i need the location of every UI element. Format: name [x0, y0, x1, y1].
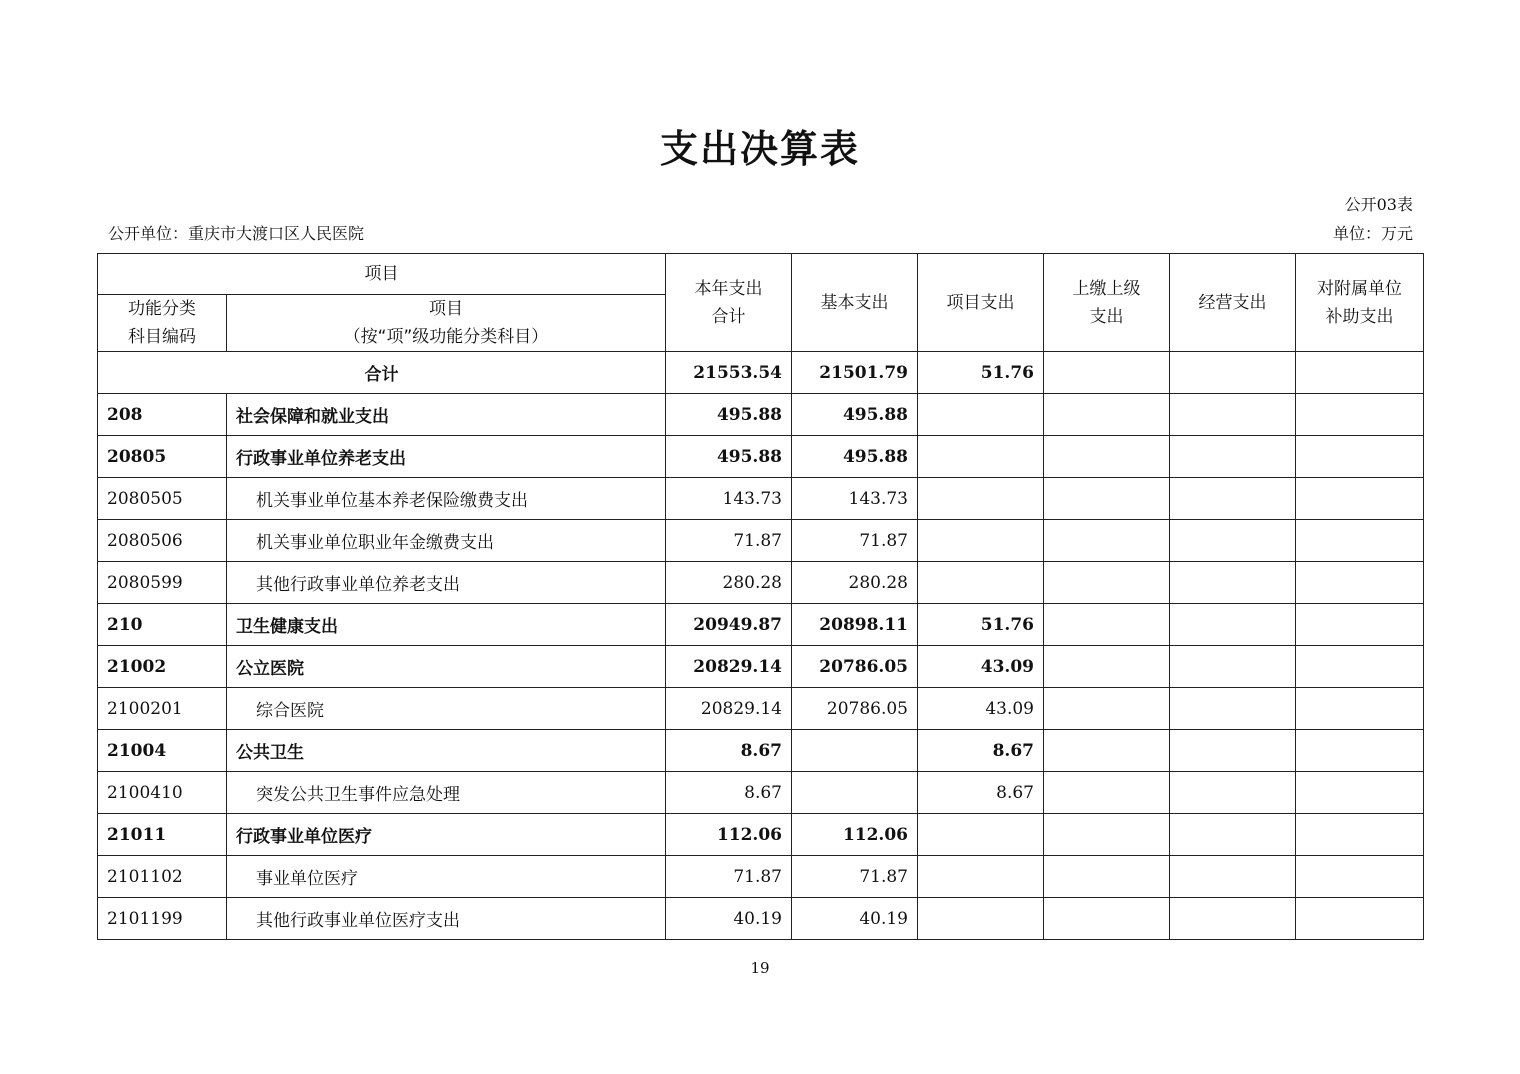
- row-upper: [1044, 856, 1170, 898]
- header-upper: 上缴上级 支出: [1044, 254, 1170, 352]
- total-label: 合计: [98, 352, 666, 394]
- row-subsidy: [1296, 604, 1424, 646]
- table-row: [98, 436, 1424, 478]
- table-row: [98, 772, 1424, 814]
- row-upper: [1044, 814, 1170, 856]
- page-title: 支出决算表: [659, 127, 860, 171]
- row-name: 其他行政事业单位医疗支出: [227, 898, 666, 940]
- row-name: 事业单位医疗: [227, 856, 666, 898]
- row-business: [1170, 646, 1296, 688]
- row-project: [918, 520, 1044, 562]
- row-code: 2100201: [98, 688, 227, 730]
- row-basic: 20786.05: [792, 688, 918, 730]
- expenditure-table: [97, 253, 1424, 940]
- row-code: 20805: [98, 436, 227, 478]
- row-code: 2080599: [98, 562, 227, 604]
- table-row: [98, 520, 1424, 562]
- total-upper: [1044, 352, 1170, 394]
- row-project: [918, 898, 1044, 940]
- header-basic: 基本支出: [792, 254, 918, 352]
- row-code: 2080505: [98, 478, 227, 520]
- table-row: [98, 730, 1424, 772]
- row-subsidy: [1296, 646, 1424, 688]
- row-total: 112.06: [666, 814, 792, 856]
- table-row: [98, 394, 1424, 436]
- row-basic: 71.87: [792, 520, 918, 562]
- total-basic: 21501.79: [792, 352, 918, 394]
- row-name: 突发公共卫生事件应急处理: [227, 772, 666, 814]
- total-business: [1170, 352, 1296, 394]
- row-basic: 71.87: [792, 856, 918, 898]
- row-name: 机关事业单位基本养老保险缴费支出: [227, 478, 666, 520]
- row-subsidy: [1296, 562, 1424, 604]
- row-project: 43.09: [918, 646, 1044, 688]
- row-code: 2100410: [98, 772, 227, 814]
- page-number: 19: [750, 959, 770, 977]
- table-row: [98, 898, 1424, 940]
- form-number: 公开03表: [1344, 195, 1413, 214]
- row-upper: [1044, 394, 1170, 436]
- row-subsidy: [1296, 730, 1424, 772]
- row-project: [918, 562, 1044, 604]
- row-code: 208: [98, 394, 227, 436]
- row-upper: [1044, 562, 1170, 604]
- row-subsidy: [1296, 898, 1424, 940]
- row-upper: [1044, 646, 1170, 688]
- row-upper: [1044, 478, 1170, 520]
- row-basic: 495.88: [792, 394, 918, 436]
- row-name: 行政事业单位养老支出: [227, 436, 666, 478]
- row-business: [1170, 688, 1296, 730]
- row-subsidy: [1296, 520, 1424, 562]
- total-subsidy: [1296, 352, 1424, 394]
- row-subsidy: [1296, 772, 1424, 814]
- row-upper: [1044, 436, 1170, 478]
- row-project: [918, 814, 1044, 856]
- table-row: [98, 478, 1424, 520]
- row-basic: 20898.11: [792, 604, 918, 646]
- row-subsidy: [1296, 478, 1424, 520]
- row-business: [1170, 772, 1296, 814]
- row-business: [1170, 562, 1296, 604]
- row-code: 2080506: [98, 520, 227, 562]
- row-name: 综合医院: [227, 688, 666, 730]
- row-total: 495.88: [666, 436, 792, 478]
- row-business: [1170, 856, 1296, 898]
- row-project: [918, 436, 1044, 478]
- row-business: [1170, 814, 1296, 856]
- row-project: [918, 856, 1044, 898]
- row-name: 卫生健康支出: [227, 604, 666, 646]
- row-basic: [792, 772, 918, 814]
- row-name: 公共卫生: [227, 730, 666, 772]
- row-upper: [1044, 688, 1170, 730]
- row-name: 行政事业单位医疗: [227, 814, 666, 856]
- row-total: 495.88: [666, 394, 792, 436]
- header-code: 功能分类 科目编码: [98, 295, 227, 352]
- row-code: 210: [98, 604, 227, 646]
- row-basic: 143.73: [792, 478, 918, 520]
- row-business: [1170, 478, 1296, 520]
- row-basic: 495.88: [792, 436, 918, 478]
- reporting-unit: 公开单位：重庆市大渡口区人民医院: [108, 224, 365, 243]
- row-basic: [792, 730, 918, 772]
- row-project: 43.09: [918, 688, 1044, 730]
- table-row: [98, 604, 1424, 646]
- row-basic: 112.06: [792, 814, 918, 856]
- row-code: 21002: [98, 646, 227, 688]
- row-total: 20829.14: [666, 646, 792, 688]
- money-unit: 单位：万元: [1332, 224, 1413, 243]
- row-project: [918, 394, 1044, 436]
- row-project: 51.76: [918, 604, 1044, 646]
- row-name: 其他行政事业单位养老支出: [227, 562, 666, 604]
- row-total: 20949.87: [666, 604, 792, 646]
- row-business: [1170, 730, 1296, 772]
- row-project: 8.67: [918, 730, 1044, 772]
- row-name: 机关事业单位职业年金缴费支出: [227, 520, 666, 562]
- header-total: 本年支出 合计: [666, 254, 792, 352]
- total-total: 21553.54: [666, 352, 792, 394]
- row-basic: 40.19: [792, 898, 918, 940]
- row-upper: [1044, 520, 1170, 562]
- table-row: [98, 856, 1424, 898]
- row-total: 40.19: [666, 898, 792, 940]
- header-name: 项目 （按“项”级功能分类科目）: [227, 295, 666, 352]
- row-business: [1170, 604, 1296, 646]
- row-business: [1170, 898, 1296, 940]
- header-business: 经营支出: [1170, 254, 1296, 352]
- total-row: [98, 352, 1424, 394]
- total-project: 51.76: [918, 352, 1044, 394]
- row-subsidy: [1296, 688, 1424, 730]
- row-code: 2101102: [98, 856, 227, 898]
- header-subsidy: 对附属单位 补助支出: [1296, 254, 1424, 352]
- row-subsidy: [1296, 394, 1424, 436]
- header-project: 项目支出: [918, 254, 1044, 352]
- table-row: [98, 562, 1424, 604]
- row-code: 21004: [98, 730, 227, 772]
- row-project: [918, 478, 1044, 520]
- row-subsidy: [1296, 814, 1424, 856]
- table-row: [98, 646, 1424, 688]
- header-item: 项目: [98, 254, 666, 295]
- row-subsidy: [1296, 436, 1424, 478]
- row-total: 20829.14: [666, 688, 792, 730]
- row-total: 8.67: [666, 772, 792, 814]
- row-basic: 20786.05: [792, 646, 918, 688]
- row-total: 71.87: [666, 856, 792, 898]
- row-upper: [1044, 898, 1170, 940]
- row-business: [1170, 520, 1296, 562]
- row-total: 8.67: [666, 730, 792, 772]
- row-total: 280.28: [666, 562, 792, 604]
- row-upper: [1044, 772, 1170, 814]
- row-business: [1170, 394, 1296, 436]
- row-upper: [1044, 604, 1170, 646]
- row-code: 21011: [98, 814, 227, 856]
- row-business: [1170, 436, 1296, 478]
- row-total: 143.73: [666, 478, 792, 520]
- row-subsidy: [1296, 856, 1424, 898]
- row-total: 71.87: [666, 520, 792, 562]
- row-code: 2101199: [98, 898, 227, 940]
- row-upper: [1044, 730, 1170, 772]
- table-row: [98, 814, 1424, 856]
- row-basic: 280.28: [792, 562, 918, 604]
- row-name: 公立医院: [227, 646, 666, 688]
- row-project: 8.67: [918, 772, 1044, 814]
- row-name: 社会保障和就业支出: [227, 394, 666, 436]
- table-row: [98, 688, 1424, 730]
